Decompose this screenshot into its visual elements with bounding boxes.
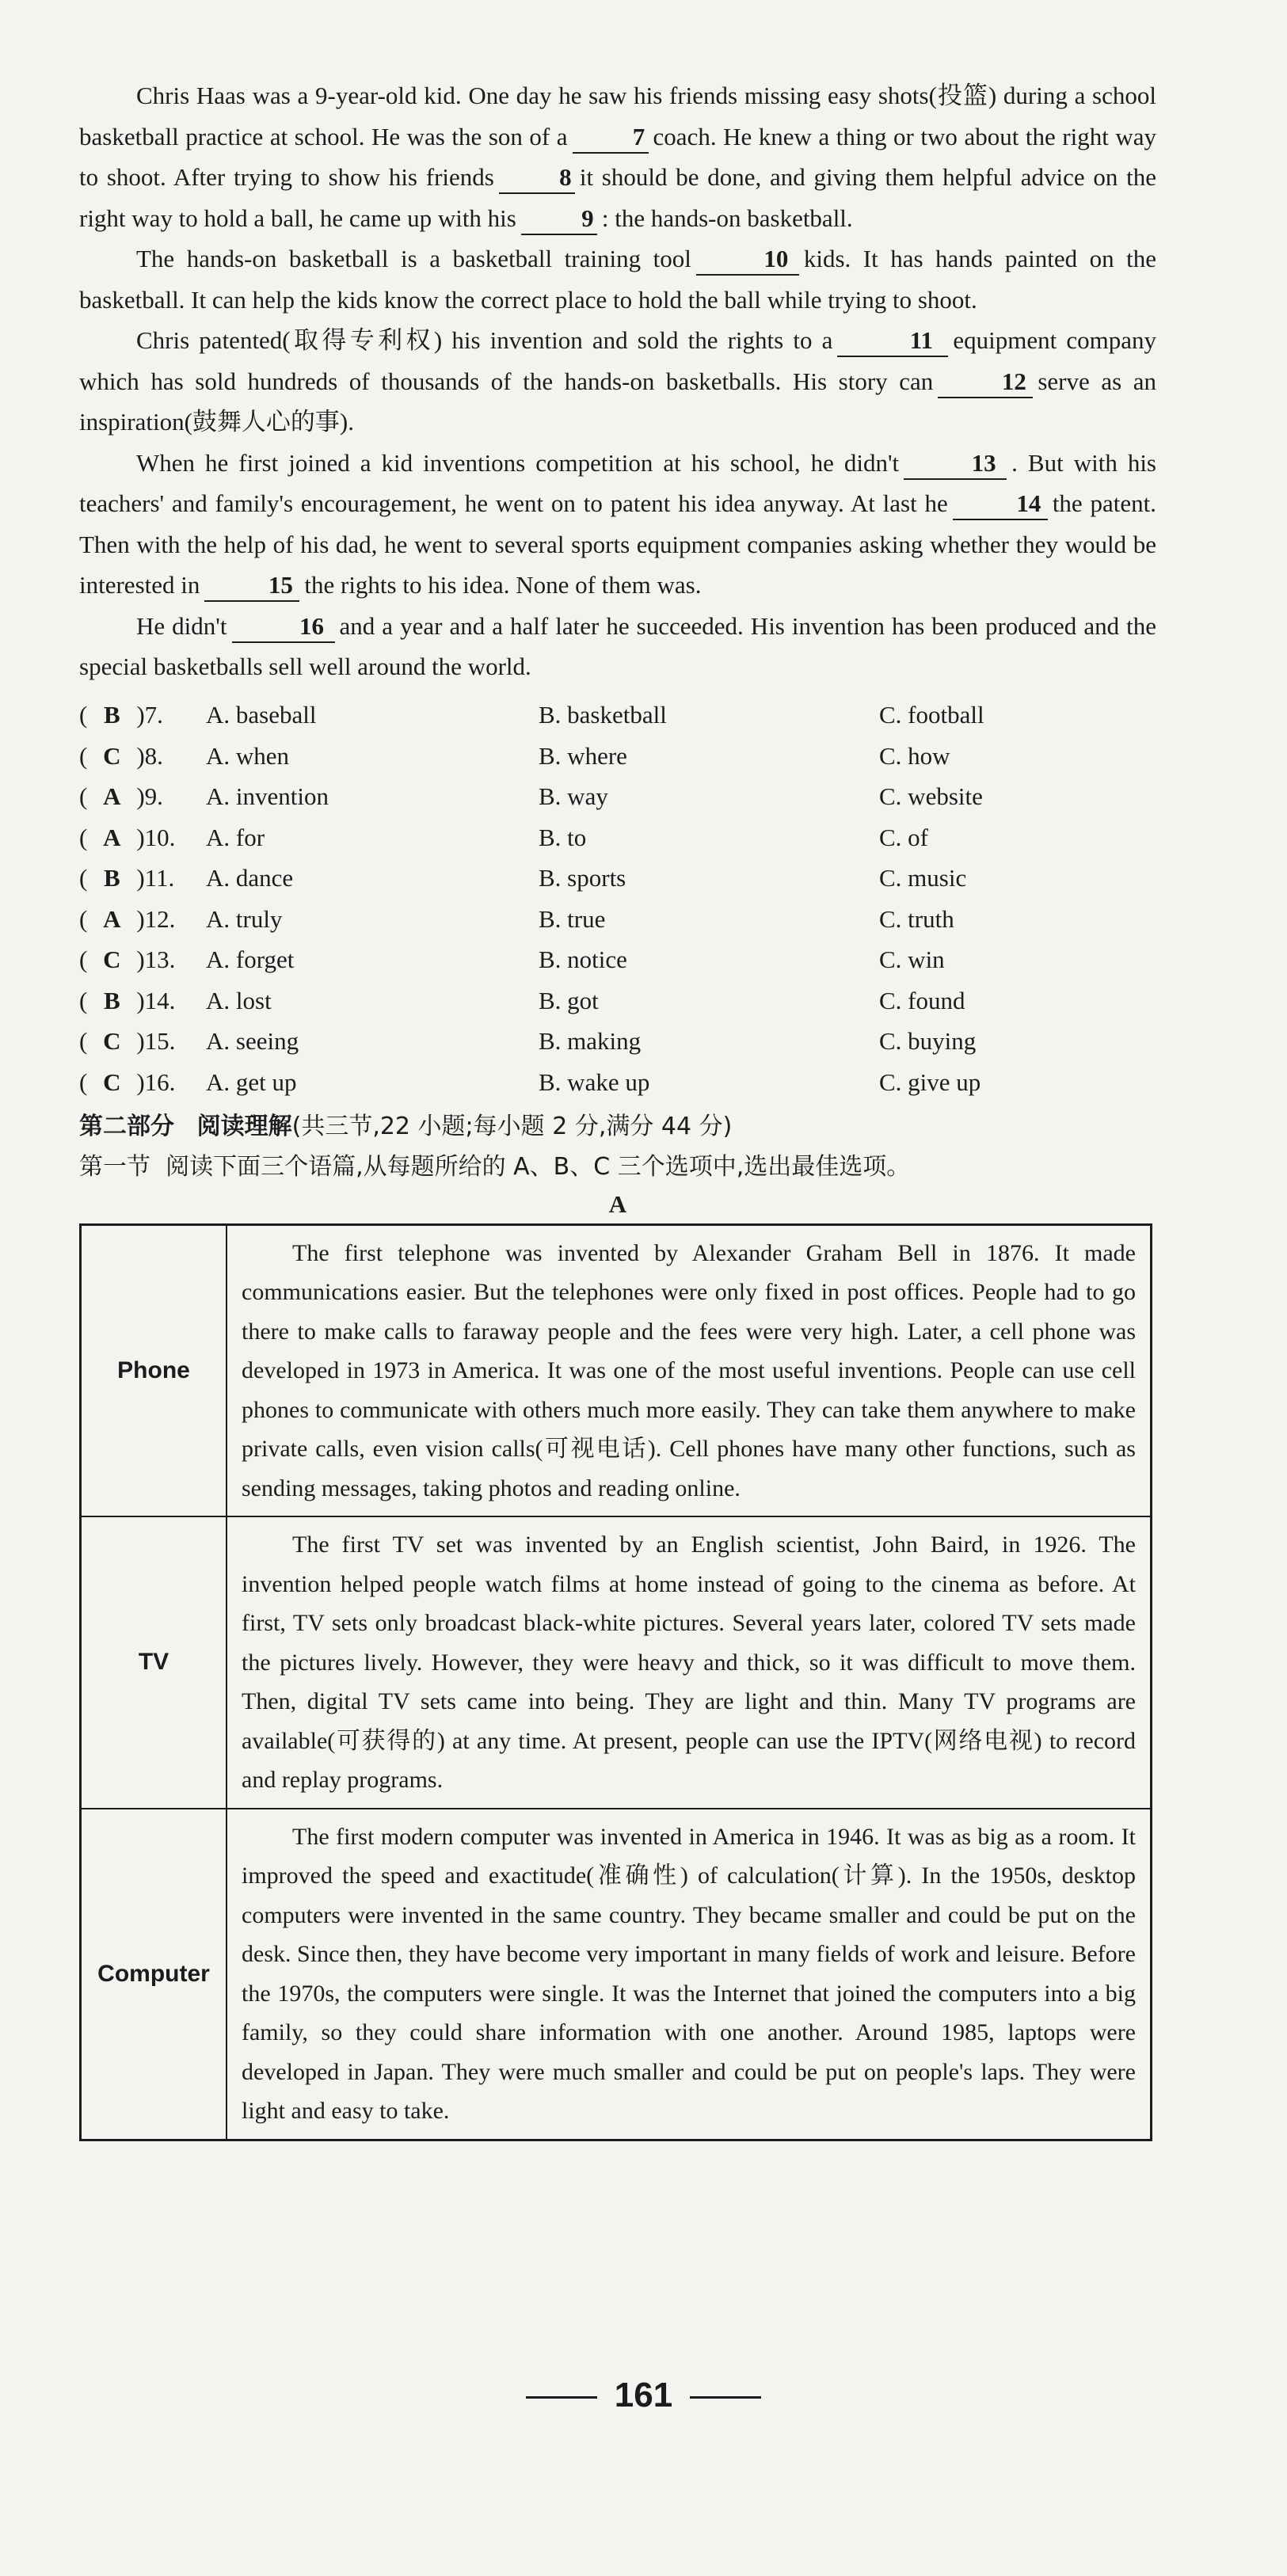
text: : the hands-on basketball. [601, 204, 853, 232]
answer-row [79, 940, 1156, 981]
text: equipment company which has sold hundreds of thousands of the hands-on basketballs. His story can [79, 326, 1156, 395]
sub-instruction: 阅读下面三个语篇,从每题所给的 A、B、C 三个选项中,选出最佳选项。 [166, 1152, 911, 1181]
answer-key: A [103, 904, 121, 933]
answer-key-cell: ( B )11. [79, 864, 175, 892]
option-b: B. basketball [539, 701, 667, 729]
answer-key-cell: ( C )13. [79, 946, 176, 974]
answer-key: C [103, 741, 121, 770]
option-b: B. to [539, 823, 587, 851]
section-heading [79, 1106, 1156, 1147]
row-label-tv: TV [81, 1516, 227, 1809]
answer-options-table [79, 695, 1156, 1103]
row-label-computer: Computer [81, 1809, 227, 2140]
blank-14: 14 [953, 489, 1048, 520]
question-number: 8 [144, 741, 158, 770]
answer-key-cell: ( C )15. [79, 1027, 176, 1056]
option-a: A. seeing [206, 1027, 299, 1056]
blank-7: 7 [573, 122, 649, 154]
text: the rights to his idea. None of them was. [304, 571, 702, 599]
reading-row-tv [81, 1516, 1152, 1809]
blank-16: 16 [232, 611, 335, 643]
row-text-phone [227, 1224, 1152, 1516]
row-text-tv [227, 1516, 1152, 1809]
option-a: A. for [206, 823, 265, 851]
reading-table [79, 1223, 1152, 2141]
option-b: B. got [539, 986, 599, 1014]
blank-13: 13 [904, 448, 1007, 480]
text: The hands-on basketball is a basketball training tool [136, 245, 691, 272]
blank-11: 11 [837, 325, 948, 357]
option-c: C. website [879, 782, 983, 811]
text: . But with his teachers' and family's encouragement, he went on to patent his idea anyway. At last he [79, 448, 1156, 517]
cloze-paragraph-4 [79, 443, 1156, 606]
row-text-computer [227, 1809, 1152, 2140]
blank-9: 9 [521, 204, 597, 235]
answer-key-cell: ( A )9. [79, 782, 163, 811]
passage-text: The first modern computer was invented in America in 1946. It was as big as a room. It improved the speed and exactitude(准确性) of calculation(计算). In the 1950s, desktop computers were invented in the same country. They became smaller and could be put on the desk. Since then, they have become very important in many fields of work and leisure. Before the 1970s, the computers were single. It was the Internet that joined the computers into a big family, so they could share information with one another. Around 1985, laptops were developed in Japan. They were much smaller and could be put on people's laps. They were light and easy to take. [242, 1823, 1136, 2124]
cloze-paragraph-2 [79, 238, 1156, 320]
answer-row [79, 736, 1156, 777]
option-c: C. buying [879, 1027, 977, 1056]
option-c: C. truth [879, 904, 954, 933]
sub-section-heading [79, 1147, 1156, 1187]
blank-10: 10 [696, 244, 799, 276]
reading-row-computer [81, 1809, 1152, 2140]
sub-label: 第一节 [79, 1152, 150, 1181]
question-number: 14 [144, 986, 169, 1014]
text: and a year and a half later he succeeded. His invention has been produced and the special basketballs sell well around the world. [79, 611, 1156, 680]
part-note: (共三节,22 小题;每小题 2 分,满分 44 分) [291, 1112, 733, 1140]
option-a: A. forget [206, 946, 295, 974]
cloze-paragraph-1 [79, 75, 1156, 238]
dash-right [690, 2396, 761, 2399]
answer-key: C [103, 946, 121, 974]
answer-row [79, 1062, 1156, 1103]
answer-row [79, 695, 1156, 736]
answer-row [79, 899, 1156, 940]
answer-key: B [103, 986, 120, 1014]
option-a: A. baseball [206, 701, 317, 729]
text: kids. It has hands painted on the basketball. It can help the kids know the correct place to hold the ball while trying to shoot. [79, 245, 1156, 314]
answer-row [79, 858, 1156, 900]
option-b: B. true [539, 904, 606, 933]
question-number: 15 [144, 1027, 169, 1056]
option-b: B. notice [539, 946, 627, 974]
option-c: C. give up [879, 1067, 981, 1096]
blank-12: 12 [938, 367, 1033, 398]
answer-key-cell: ( A )10. [79, 823, 176, 851]
passage-text: The first TV set was invented by an English scientist, John Baird, in 1926. The invention helped people watch films at home instead of going to the cinema as before. At first, TV sets only broadcast black-white pictures. Several years later, colored TV sets made the pictures lively. However, they were heavy and thick, so it was difficult to move them. Then, digital TV sets came into being. They are light and thin. Many TV programs are available(可获得的) at any time. At present, people can use the IPTV(网络电视) to record and replay programs. [242, 1532, 1136, 1793]
option-a: A. get up [206, 1067, 297, 1096]
option-a: A. lost [206, 986, 272, 1014]
answer-key-cell: ( C )16. [79, 1067, 176, 1096]
dash-left [526, 2396, 597, 2399]
question-number: 12 [144, 904, 169, 933]
option-b: B. wake up [539, 1067, 650, 1096]
question-number: 10 [144, 823, 169, 851]
option-b: B. sports [539, 864, 626, 892]
answer-key-cell: ( B )7. [79, 701, 163, 729]
answer-key: B [103, 701, 120, 729]
answer-row [79, 1022, 1156, 1063]
answer-key: A [103, 782, 121, 811]
text: coach. He knew a thing or two about the right way to shoot. After trying to show his friends [79, 122, 1156, 191]
option-a: A. invention [206, 782, 329, 811]
option-c: C. how [879, 741, 950, 770]
content [79, 75, 1156, 2141]
answer-key-cell: ( A )12. [79, 904, 176, 933]
option-b: B. way [539, 782, 608, 811]
answer-key-cell: ( C )8. [79, 741, 163, 770]
text: serve as an inspiration(鼓舞人心的事). [79, 367, 1156, 436]
text: it should be done, and giving them helpful advice on the right way to hold a ball, he came up with his [79, 163, 1156, 232]
part-title: 阅读理解 [196, 1112, 292, 1140]
blank-15: 15 [204, 570, 299, 602]
option-c: C. win [879, 946, 945, 974]
page-number-text: 161 [614, 2376, 673, 2414]
question-number: 16 [144, 1067, 169, 1096]
option-a: A. truly [206, 904, 283, 933]
part-label: 第二部分 [79, 1112, 174, 1140]
passage-text: The first telephone was invented by Alexander Graham Bell in 1876. It made communications easier. But the telephones were only fixed in post offices. People had to go there to make calls to faraway people and the fees were very high. Later, a cell phone was developed in 1973 in America. It was one of the most useful inventions. People can use cell phones to communicate with others much more easily. They can take them anywhere to make private calls, even vision calls(可视电话). Cell phones have many other functions, such as sending messages, taking photos and reading online. [242, 1239, 1136, 1501]
question-number: 13 [144, 946, 169, 974]
question-number: 9 [144, 782, 158, 811]
text: Chris Haas was a 9-year-old kid. One day he saw his friends missing easy shots(投篮) during a school basketball practice at school. He was the son of a [79, 82, 1156, 150]
answer-key: A [103, 823, 121, 851]
option-b: B. making [539, 1027, 642, 1056]
text: He didn't [136, 611, 227, 640]
option-a: A. when [206, 741, 290, 770]
option-c: C. music [879, 864, 967, 892]
passage-letter: A [608, 1189, 627, 1218]
answer-key: C [103, 1067, 121, 1096]
text: the patent. Then with the help of his dad, he went to several sports equipment companies asking whether they would be interested in [79, 489, 1156, 599]
answer-key-cell: ( B )14. [79, 986, 176, 1014]
blank-8: 8 [499, 162, 575, 194]
text: When he first joined a kid inventions competition at his school, he didn't [136, 448, 900, 477]
cloze-paragraph-5 [79, 606, 1156, 687]
cloze-paragraph-3 [79, 320, 1156, 443]
question-number: 11 [144, 864, 169, 892]
answer-row [79, 817, 1156, 858]
option-c: C. of [879, 823, 928, 851]
option-c: C. found [879, 986, 965, 1014]
text: Chris patented(取得专利权) his invention and sold the rights to a [136, 326, 833, 354]
answer-row [79, 777, 1156, 818]
question-number: 7 [144, 701, 158, 729]
option-b: B. where [539, 741, 627, 770]
answer-key: C [103, 1027, 121, 1056]
row-label-phone: Phone [81, 1224, 227, 1516]
answer-row [79, 980, 1156, 1022]
page-number [0, 2376, 1287, 2415]
option-a: A. dance [206, 864, 294, 892]
reading-row-phone [81, 1224, 1152, 1516]
option-c: C. football [879, 701, 984, 729]
answer-key: B [103, 864, 120, 892]
